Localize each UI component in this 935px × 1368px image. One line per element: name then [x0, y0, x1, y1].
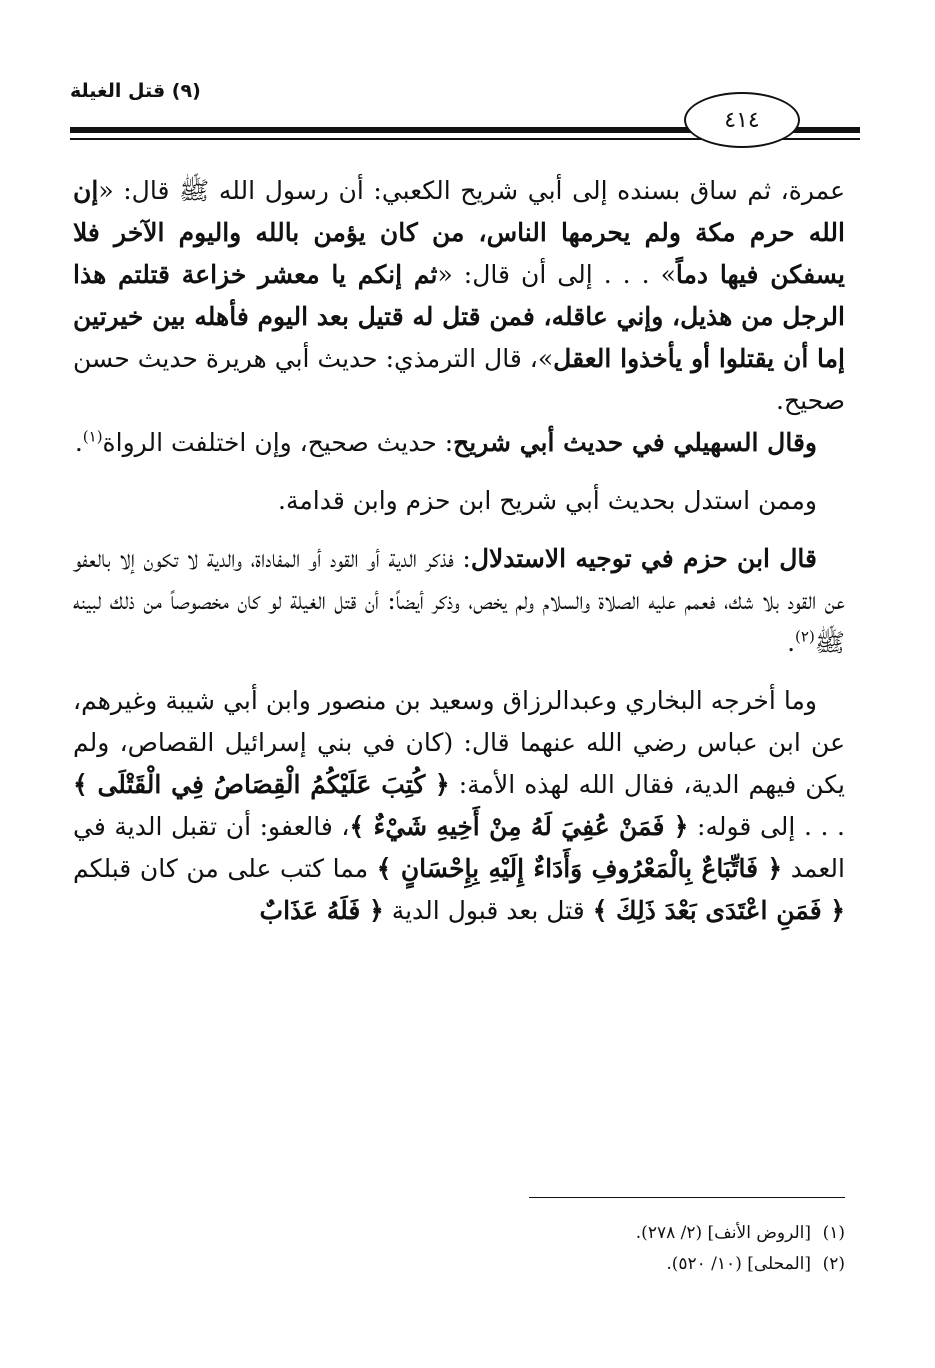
paragraph-5: [73, 680, 845, 932]
text-span: . . . إلى قوله:: [688, 812, 845, 841]
text-span: : حديث صحيح، وإن اختلفت الرواة: [102, 428, 454, 457]
main-text: [73, 170, 845, 932]
hadith-quote: ثم إنكم يا معشر خزاعة قتلتم هذا الرجل من هذيل، وإني عاقله، فمن قتل له قتيل بعد اليوم فأهله بين خيرتين إما أن يقتلوا أو يأخذوا العقل: [73, 260, 845, 373]
page-number: ٤١٤: [684, 92, 800, 148]
text-span: ، فالعفو: أن تقبل الدية في العمد: [73, 812, 845, 883]
paragraph-2: [73, 422, 845, 464]
text-span: مما كتب على من كان قبلكم: [73, 854, 377, 883]
paragraph-1: [73, 170, 845, 422]
quran-verse: ﴿ فَمَنِ اعْتَدَى بَعْدَ ذَلِكَ ﴾: [592, 896, 845, 925]
page-header: [70, 72, 860, 142]
footnote-1: [73, 1218, 845, 1249]
text-span: .: [787, 628, 796, 657]
footnote-ref[interactable]: (٢): [795, 627, 815, 646]
footnote-text: [الروض الأنف] (٢/ ٢٧٨).: [635, 1223, 811, 1243]
paragraph-3: وممن استدل بحديث أبي شريح ابن حزم وابن قدامة.: [278, 486, 817, 515]
footnote-separator: [529, 1197, 845, 1198]
running-title: (٩) قتل الغيلة: [70, 80, 201, 102]
hadith-quote: إن الله حرم مكة ولم يحرمها الناس، من كان يؤمن بالله واليوم الآخر فلا يسفكن فيها دماً: [73, 176, 845, 289]
footnote-number: (٢): [822, 1254, 845, 1274]
quran-verse: ﴿ كُتِبَ عَلَيْكُمُ الْقِصَاصُ فِي الْقَتْلَى ﴾: [73, 770, 450, 799]
quran-verse: ﴿ فَاتِّبَاعٌ بِالْمَعْرُوفِ وَأَدَاءٌ إِلَيْهِ بِإِحْسَانٍ ﴾: [376, 854, 783, 883]
footnote-number: (١): [822, 1223, 845, 1243]
text-span: » . . . إلى أن قال: «: [437, 260, 676, 289]
paragraph-4: [73, 538, 845, 664]
bold-lead: وقال السهيلي في حديث أبي شريح: [453, 428, 817, 457]
footnote-2: [73, 1249, 845, 1280]
text-span: »، قال الترمذي: حديث أبي هريرة حديث حسن صحيح.: [73, 344, 845, 415]
quran-verse: ﴿ فَلَهُ عَذَابٌ: [259, 896, 384, 925]
footnote-text: [المحلى] (١٠/ ٥٢٠).: [666, 1254, 811, 1274]
text-span: .: [74, 428, 83, 457]
footnote-ref[interactable]: (١): [82, 427, 103, 446]
quran-verse: ﴿ فَمَنْ عُفِيَ لَهُ مِنْ أَخِيهِ شَيْءٌ ﴾: [349, 812, 689, 841]
bold-lead: قال ابن حزم في توجيه الاستدلال: [470, 544, 818, 573]
text-span: قتل بعد قبول الدية: [383, 896, 593, 925]
text-span: وما أخرجه البخاري وعبدالرزاق وسعيد بن منصور وابن أبي شيبة وغيرهم، عن ابن عباس رضي الله عنهما قال: (كان في بني إسرائيل القصاص، ولم يكن فيهم الدية، فقال الله لهذه الأمة:: [73, 686, 845, 799]
text-span: : فذكر الدية أو القود أو المفاداة، والدية لا تكون إلا بالعفو عن القود بلا شك، فعمم عليه الصلاة والسلام ولم يخص، وذكر أيضاً: أن قتل الغيلة لو كان مخصوصاً من ذلك لبينه ﷺ: [73, 544, 845, 657]
footnotes: [73, 1218, 845, 1280]
text-span: عمرة، ثم ساق بسنده إلى أبي شريح الكعبي: أن رسول الله ﷺ قال: «: [98, 176, 845, 205]
